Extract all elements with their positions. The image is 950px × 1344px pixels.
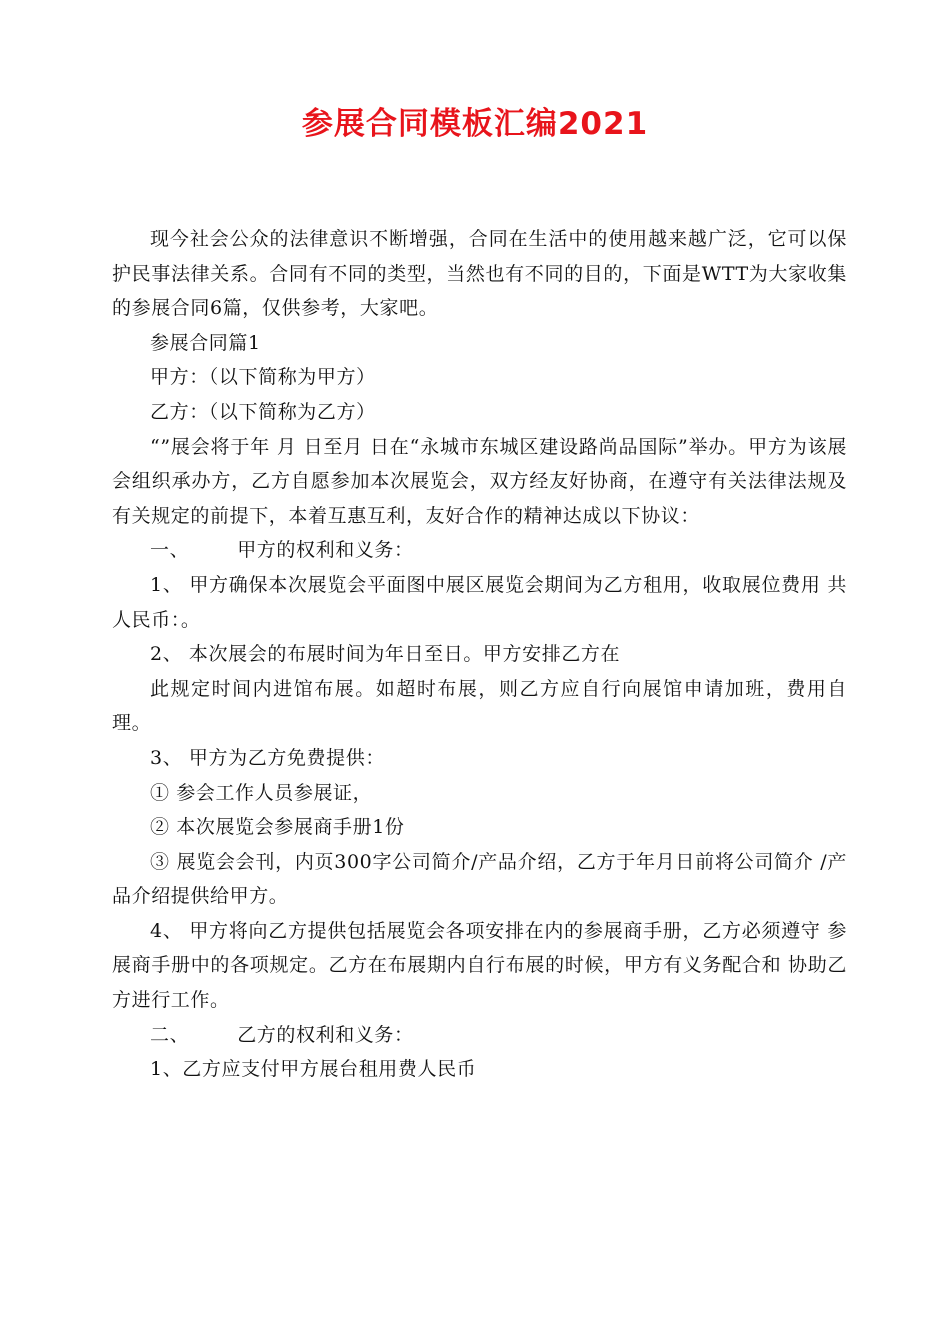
party-a-line: 甲方：（以下简称为甲方） <box>150 366 376 389</box>
clause-2-1: 1、乙方应支付甲方展台租用费人民币 <box>150 1058 477 1081</box>
clause-1-3-item-2: ② 本次展览会参展商手册1份 <box>150 816 405 839</box>
intro-paragraph: 现今社会公众的法律意识不断增强，合同在生活中的使用越来越广泛，它可以保护民事法律关系。合同有不同的类型，当然也有不同的目的，下面是WTT为大家收集的参展合同6篇，仅供参考，大家吧。 <box>112 228 847 320</box>
document-title: 参展合同模板汇编2021 <box>301 106 649 142</box>
section-one-title: 甲方的权利和义务： <box>237 539 414 562</box>
clause-1-3: 3、 甲方为乙方免费提供： <box>150 746 385 769</box>
contract-heading: 参展合同篇1 <box>150 331 261 354</box>
clause-1-2-continued: 此规定时间内进馆布展。如超时布展，则乙方应自行向展馆申请加班，费用自理。 <box>112 677 847 735</box>
section-two-number: 二、 <box>150 1023 190 1046</box>
document-body <box>112 222 847 1087</box>
clause-1-3-item-1: ① 参会工作人员参展证， <box>150 781 373 804</box>
clause-1-3-item-3: ③ 展览会会刊，内页300字公司简介/产品介绍，乙方于年月日前将公司简介 /产品介绍提供给甲方。 <box>112 850 847 908</box>
section-one-number: 一、 <box>150 539 190 562</box>
party-b-line: 乙方：（以下简称为乙方） <box>150 400 376 423</box>
section-one-heading <box>112 533 847 568</box>
clause-1-1: 1、 甲方确保本次展览会平面图中展区展览会期间为乙方租用，收取展位费用 共人民币：。 <box>112 573 847 631</box>
preamble-paragraph: “”展会将于年 月 日至月 日在“永城市东城区建设路尚品国际”举办。甲方为该展会组织承办方，乙方自愿参加本次展览会，双方经友好协商，在遵守有关法律法规及有关规定的前提下，本着互惠互利，友好合作的精神达成以下协议： <box>112 435 847 527</box>
clause-1-4: 4、 甲方将向乙方提供包括展览会各项安排在内的参展商手册，乙方必须遵守 参展商手册中的各项规定。乙方在布展期内自行布展的时候，甲方有义务配合和 协助乙方进行工作。 <box>112 919 847 1012</box>
clause-1-2: 2、 本次展会的布展时间为年日至日。甲方安排乙方在 <box>150 643 621 666</box>
section-two-heading <box>112 1018 847 1053</box>
section-two-title: 乙方的权利和义务： <box>237 1023 414 1046</box>
